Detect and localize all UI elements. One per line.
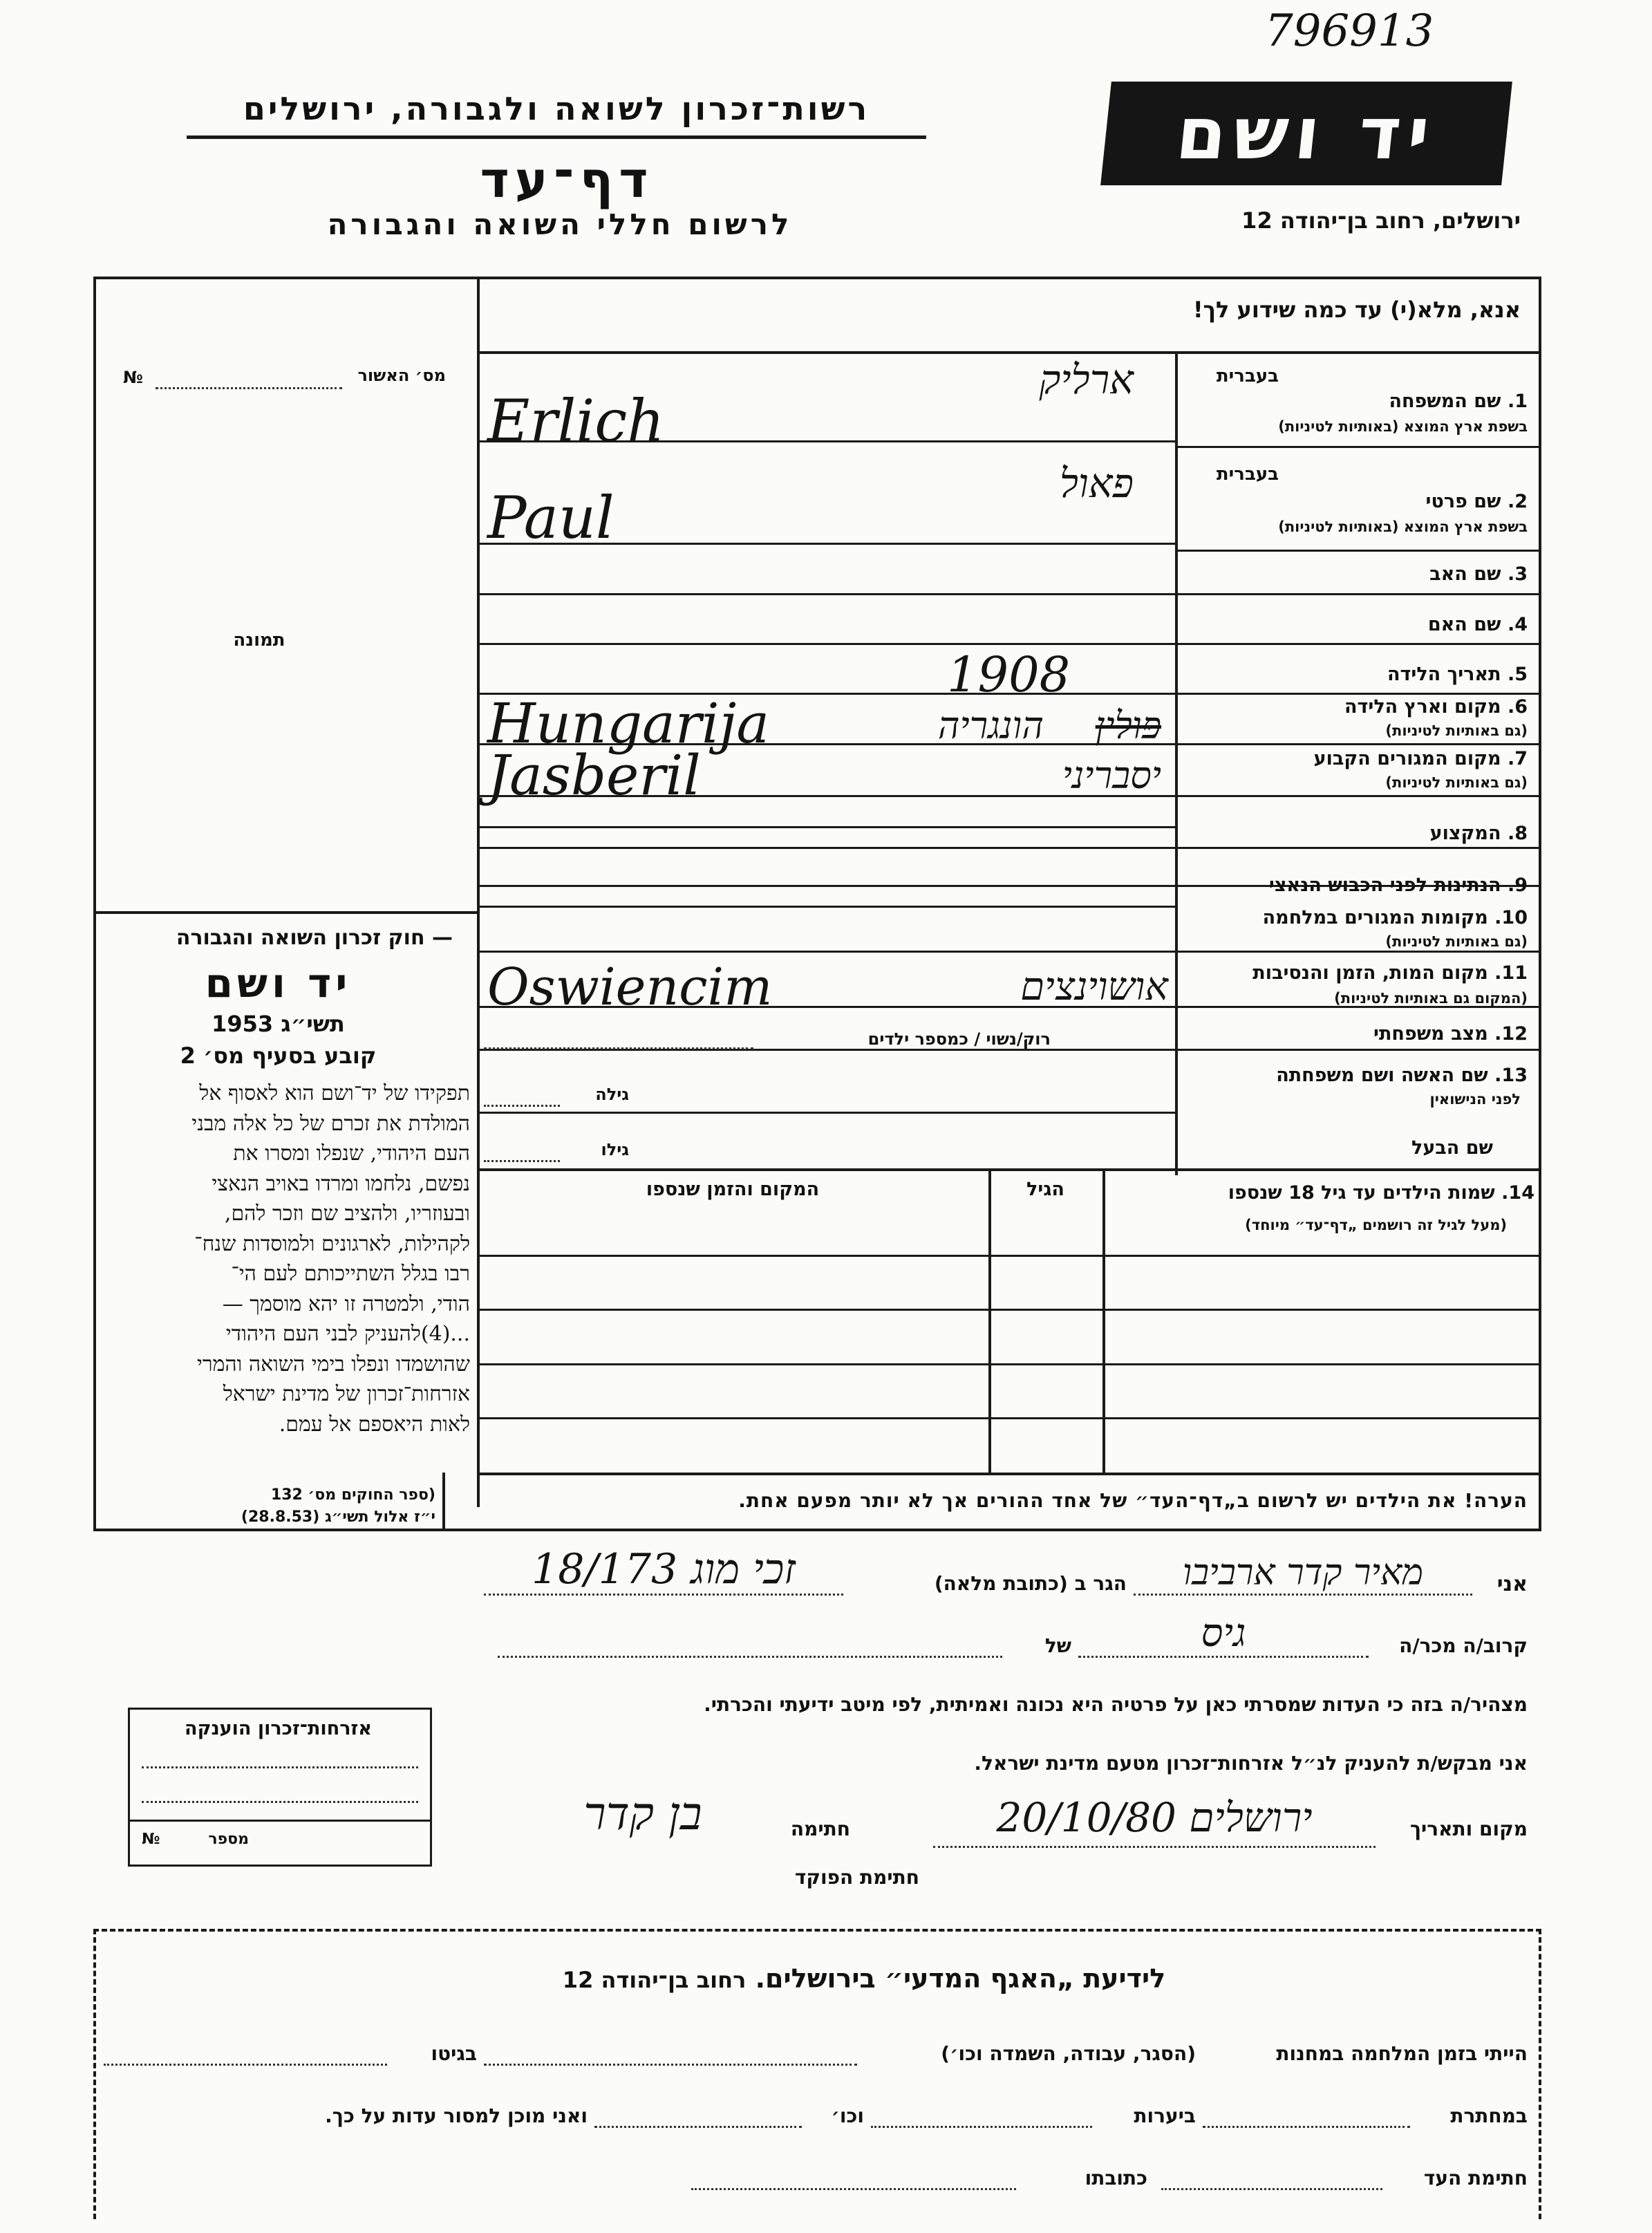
field-6-label xyxy=(1189,696,1528,718)
field-4-name: שם האם xyxy=(1427,614,1501,635)
field-2-label xyxy=(1189,491,1528,512)
authority-title: רשות־זכרון לשואה ולגבורה, ירושלים xyxy=(243,90,870,127)
resident-label: הגר ב (כתובת מלאה) xyxy=(934,1572,1127,1595)
field-7-label xyxy=(1189,748,1528,769)
children-header-age: הגיל xyxy=(1026,1179,1064,1200)
citizenship-title: אזרחות־זכרון הוענקה xyxy=(185,1718,372,1739)
field-1-label xyxy=(1189,391,1528,412)
of-label: של xyxy=(1044,1634,1071,1657)
place-date-label: מקום ותאריך xyxy=(1409,1818,1528,1840)
field-12-num: 12. xyxy=(1494,1023,1528,1045)
children-num: 14. xyxy=(1501,1182,1534,1204)
citizenship-number-label: מספר xyxy=(208,1831,249,1848)
field-1-num: 1. xyxy=(1507,391,1528,412)
law-ref-1: (ספר החוקים מס׳ 132 xyxy=(270,1486,435,1504)
bottom-line3-a: חתימת העד xyxy=(1423,2167,1528,2189)
field-6-value-struck: פולין xyxy=(1095,704,1161,747)
children-names-title: שמות הילדים עד גיל 18 שנספו xyxy=(1228,1182,1495,1204)
field-2-hebrew-hint: בעברית xyxy=(1216,464,1279,485)
bottom-line1-c: בגיטו xyxy=(431,2042,477,2065)
field-10-sub: (גם באותיות לטיניות) xyxy=(1385,933,1528,950)
field-7-sub: (גם באותיות לטיניות) xyxy=(1385,774,1528,791)
field-6-value-hebrew: הונגריה xyxy=(937,704,1044,747)
field-8-name: המקצוע xyxy=(1429,823,1501,844)
field-1-sub: בשפת ארץ המוצא (באותיות לטיניות) xyxy=(1278,418,1528,435)
signature-value: בן קדר xyxy=(583,1787,702,1840)
field-6-sub: (גם באותיות לטיניות) xyxy=(1385,722,1528,739)
relative-label: קרוב/ה מכר/ה xyxy=(1399,1634,1528,1657)
field-9-name: הנתינות לפני הכבוש הנאצי xyxy=(1268,875,1501,896)
field-6-value-latin: Hungarija xyxy=(487,691,770,756)
declarant-name: מאיר קדר ארביבו xyxy=(1182,1552,1424,1594)
field-13-name: שם האשה ושם משפחתה xyxy=(1276,1065,1488,1086)
field-1-hebrew-hint: בעברית xyxy=(1216,366,1279,386)
bottom-line3-b: כתובתו xyxy=(1085,2167,1147,2189)
field-2-name: שם פרטי xyxy=(1425,491,1501,512)
field-2-value-latin: Paul xyxy=(487,484,614,552)
field-10-num: 10. xyxy=(1494,907,1528,928)
children-header-names xyxy=(1109,1182,1534,1204)
field-1-value-latin: Erlich xyxy=(487,387,665,455)
attest-text: מצהיר/ה בזה כי העדות שמסרתי כאן על פרטיה היא נכונה ואמיתית, לפי מיטב ידיעתי והכרתי. xyxy=(704,1693,1528,1716)
field-4-num: 4. xyxy=(1507,614,1528,635)
bottom-line2-b: ביערות xyxy=(1134,2104,1196,2127)
field-3-num: 3. xyxy=(1507,563,1528,585)
field-11-label xyxy=(1189,962,1528,984)
bottom-line2-a: במחתרת xyxy=(1450,2104,1528,2127)
field-5-label xyxy=(1189,664,1528,685)
field-12-options: רוק/נשוי / כמספר ילדים xyxy=(867,1029,1051,1049)
form-subtitle: לרשום חללי השואה והגבורה xyxy=(327,207,793,241)
field-11-num: 11. xyxy=(1494,962,1528,984)
field-3-name: שם האב xyxy=(1429,563,1501,585)
citizenship-no: № xyxy=(142,1831,160,1848)
field-8-label xyxy=(1189,823,1528,844)
bottom-line2-c: וכו׳ xyxy=(831,2104,864,2127)
law-ref-2: י״ז אלול תשי״ג (28.8.53) xyxy=(241,1508,435,1526)
field-9-num: 9. xyxy=(1507,875,1528,896)
bottom-line2-d: ואני מוכן למסור עדות על כך. xyxy=(325,2104,588,2127)
bottom-line1-a: הייתי בזמן המלחמה במחנות xyxy=(1276,2042,1528,2065)
signature-label: חתימה xyxy=(790,1818,850,1840)
field-2-sub: בשפת ארץ המוצא (באותיות לטיניות) xyxy=(1278,518,1528,535)
field-11-name: מקום המות, הזמן והנסיבות xyxy=(1252,962,1488,984)
field-5-value: 1908 xyxy=(947,646,1071,703)
relation-value: גיס xyxy=(1201,1611,1246,1656)
field-12-label xyxy=(1189,1023,1528,1045)
field-1-value-hebrew: ארליק xyxy=(1039,356,1134,403)
law-text: תפקידו של יד־ושם הוא לאסוף אל המולדת את זכרם של כל אלה מבני העם היהודי, שנפלו ומסרו את נפשם, נלחמו ומרדו באויב הנאצי ובעוזריו, ולהציב שם וזכר להם, לקהילות, לארגונים ולמוסדות שנח־ רבו בגלל השתייכותם לעם הי־ הודי, ולמטרה זו יהא מוסמך — ...(4)להעניק לבני העם היהודי שהושמדו ונפלו בימי השואה והמרי אזרחות־זכרון של מדינת ישראל לאות היאספם אל עמם. xyxy=(191,1081,470,1437)
bottom-title-text: לידיעת „האגף המדעי״ בירושלים. xyxy=(755,1963,1166,1994)
bottom-address: רחוב בן־יהודה 12 xyxy=(562,1967,747,1993)
field-7-num: 7. xyxy=(1507,748,1528,769)
children-header-sub: (מעל לגיל זה רושמים „דף־עד״ מיוחד) xyxy=(1245,1217,1507,1233)
law-logo: יד ושם xyxy=(205,960,352,1007)
field-7-value-latin: Jasberil xyxy=(487,743,701,807)
field-11-sub: (המקום גם באותיות לטיניות) xyxy=(1334,990,1528,1007)
law-year: תשי״ג 1953 xyxy=(212,1011,345,1037)
husband-label: שם הבעל xyxy=(1411,1137,1493,1159)
field-10-name: מקומות המגורים במלחמה xyxy=(1262,907,1488,928)
field-4-label xyxy=(1189,614,1528,635)
place-date-value: ירושלים 20/10/80 xyxy=(996,1794,1313,1841)
photo-label: תמונה xyxy=(233,630,285,651)
request-text: אני מבקש/ת להעניק לנ״ל אזרחות־זכרון מטעם מדינת ישראל. xyxy=(974,1752,1528,1775)
field-13-label xyxy=(1189,1065,1528,1086)
field-6-num: 6. xyxy=(1507,696,1528,718)
yad-vashem-logo xyxy=(1100,82,1512,185)
form-title: דף־עד xyxy=(480,151,654,209)
field-10-label xyxy=(1189,907,1528,928)
field-2-value-hebrew: פאול xyxy=(1059,460,1134,507)
note-text: הערה! את הילדים יש לרשום ב„דף־העד״ של אחד ההורים אך לא יותר מפעם אחת. xyxy=(738,1489,1528,1512)
children-header-place: המקום והזמן שנספו xyxy=(646,1179,820,1200)
field-11-value-latin: Oswiencim xyxy=(487,957,773,1017)
archive-number: 796913 xyxy=(1265,6,1434,57)
field-8-num: 8. xyxy=(1507,823,1528,844)
logo-text: יד ושם xyxy=(1172,91,1440,176)
official-signature-label: חתימת הפוקד xyxy=(794,1866,919,1889)
field-13-sub: לפני הנישואין xyxy=(1429,1091,1521,1108)
header-address: ירושלים, רחוב בן־יהודה 12 xyxy=(1241,207,1521,234)
field-7-value-hebrew: יסבריני xyxy=(1062,754,1161,797)
field-3-label xyxy=(1189,563,1528,585)
field-2-num: 2. xyxy=(1507,491,1528,512)
approval-label: מס׳ האשור xyxy=(357,366,446,385)
field-11-value-hebrew: אושוינצים xyxy=(1020,964,1168,1009)
field-5-name: תאריך הלידה xyxy=(1387,664,1501,685)
field-13-num: 13. xyxy=(1494,1065,1528,1086)
field-12-name: מצב משפחתי xyxy=(1373,1023,1488,1045)
approval-no: № xyxy=(123,368,143,387)
declarant-address: זכי מוג 18/173 xyxy=(532,1545,796,1594)
field-13-age-label: גילה xyxy=(595,1085,629,1104)
bottom-title xyxy=(484,1963,1244,1994)
law-clause: קובע בסעיף מס׳ 2 xyxy=(180,1043,377,1069)
field-7-name: מקום המגורים הקבוע xyxy=(1313,748,1501,769)
declaration-i-label: אני xyxy=(1496,1572,1528,1596)
intro-text: אנא, מלא(י) עד כמה שידוע לך! xyxy=(1192,297,1521,323)
field-1-name: שם המשפחה xyxy=(1389,391,1501,412)
husband-age-label: גילו xyxy=(601,1140,629,1159)
law-title: — חוק זכרון השואה והגבורה xyxy=(176,926,453,950)
field-9-label xyxy=(1189,875,1528,896)
field-5-num: 5. xyxy=(1507,664,1528,685)
bottom-line1-b: (הסגר, עבודה, השמדה וכו׳) xyxy=(941,2042,1196,2065)
field-6-name: מקום וארץ הלידה xyxy=(1344,696,1501,718)
